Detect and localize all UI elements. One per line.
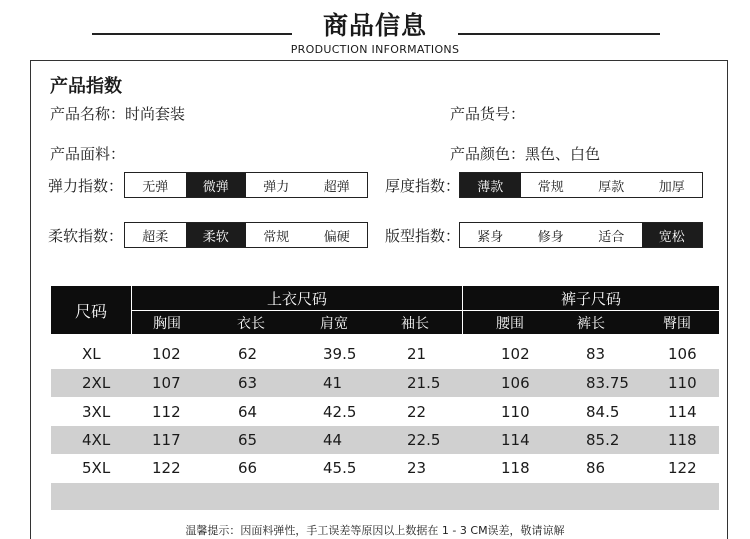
table-cell: 86 <box>586 459 606 477</box>
table-cell: 41 <box>323 374 343 392</box>
size-cell: 5XL <box>82 459 111 477</box>
pants-size-group-header: 裤子尺码 <box>560 289 621 308</box>
table-cell: 22.5 <box>407 431 441 449</box>
page-title: 商品信息 <box>322 11 427 40</box>
table-cell: 39.5 <box>323 345 357 363</box>
product-name-value: 时尚套装 <box>125 105 186 123</box>
table-cell: 110 <box>501 403 530 421</box>
table-row <box>51 369 719 397</box>
thickness-option: 厚款 <box>598 179 625 195</box>
table-cell: 85.2 <box>586 431 620 449</box>
table-cell: 62 <box>238 345 258 363</box>
table-cell: 83 <box>586 345 606 363</box>
table-cell: 117 <box>152 431 181 449</box>
size-cell: XL <box>82 345 101 363</box>
top-size-group-header: 上衣尺码 <box>266 289 327 308</box>
thickness-option: 常规 <box>537 179 564 195</box>
thickness-option: 薄款 <box>460 173 521 197</box>
elasticity-option: 微弹 <box>186 173 247 197</box>
product-color-value: 黑色、白色 <box>525 145 601 163</box>
table-cell: 65 <box>238 431 258 449</box>
thickness-option: 加厚 <box>658 179 685 195</box>
table-cell: 66 <box>238 459 258 477</box>
table-row <box>51 340 719 368</box>
table-cell: 21 <box>407 345 427 363</box>
table-cell: 42.5 <box>323 403 357 421</box>
fit-option: 适合 <box>598 229 625 245</box>
elasticity-scale <box>124 172 368 198</box>
product-fabric <box>50 143 125 164</box>
column-header: 腰围 <box>496 315 524 332</box>
column-header: 衣长 <box>237 315 265 332</box>
product-color <box>450 143 600 164</box>
table-cell: 112 <box>152 403 181 421</box>
product-name <box>50 103 185 124</box>
elasticity-label: 弹力指数： <box>48 177 124 195</box>
product-sku-label: 产品货号： <box>450 105 526 123</box>
table-cell: 21.5 <box>407 374 441 392</box>
table-cell: 23 <box>407 459 427 477</box>
elasticity-option: 弹力 <box>263 179 290 195</box>
column-header: 胸围 <box>153 315 181 332</box>
fit-option: 修身 <box>537 229 564 245</box>
table-empty-row <box>51 483 719 510</box>
table-cell: 44 <box>323 431 343 449</box>
table-cell: 102 <box>501 345 530 363</box>
size-cell: 4XL <box>82 431 111 449</box>
column-header: 臀围 <box>663 315 691 332</box>
size-cell: 2XL <box>82 374 111 392</box>
table-cell: 118 <box>501 459 530 477</box>
table-cell: 102 <box>152 345 181 363</box>
table-cell: 63 <box>238 374 258 392</box>
table-cell: 122 <box>152 459 181 477</box>
product-color-label: 产品颜色： <box>450 145 526 163</box>
elasticity-option: 超弹 <box>323 179 350 195</box>
softness-option: 柔软 <box>186 223 247 247</box>
table-row <box>51 454 719 482</box>
table-cell: 110 <box>668 374 697 392</box>
product-fabric-label: 产品面料： <box>50 145 126 163</box>
column-header: 裤长 <box>577 315 605 332</box>
table-cell: 118 <box>668 431 697 449</box>
table-cell: 106 <box>501 374 530 392</box>
table-cell: 22 <box>407 403 427 421</box>
fit-label: 版型指数： <box>385 227 461 245</box>
softness-option: 超柔 <box>142 229 169 245</box>
product-sku <box>450 103 525 124</box>
table-cell: 106 <box>668 345 697 363</box>
size-column-header: 尺码 <box>51 286 131 334</box>
softness-option: 常规 <box>263 229 290 245</box>
table-cell: 45.5 <box>323 459 357 477</box>
table-row <box>51 426 719 454</box>
table-cell: 84.5 <box>586 403 620 421</box>
table-row <box>51 398 719 426</box>
table-cell: 122 <box>668 459 697 477</box>
column-header: 袖长 <box>401 315 429 332</box>
thickness-label: 厚度指数： <box>385 177 461 195</box>
footer-note: 温馨提示：因面料弹性，手工误差等原因以上数据在 1 - 3 CM误差，敬请谅解 <box>185 524 565 537</box>
thickness-scale <box>459 172 703 198</box>
size-cell: 3XL <box>82 403 111 421</box>
table-cell: 114 <box>501 431 530 449</box>
elasticity-option: 无弹 <box>142 179 169 195</box>
fit-option: 宽松 <box>642 223 703 247</box>
softness-scale <box>124 222 368 248</box>
section-title: 产品指数 <box>50 76 122 97</box>
table-cell: 83.75 <box>586 374 629 392</box>
fit-scale <box>459 222 703 248</box>
fit-option: 紧身 <box>477 229 504 245</box>
page-subtitle: PRODUCTION INFORMATIONS <box>290 43 460 56</box>
product-name-label: 产品名称： <box>50 105 126 123</box>
softness-option: 偏硬 <box>323 229 350 245</box>
softness-label: 柔软指数： <box>48 227 124 245</box>
table-cell: 107 <box>152 374 181 392</box>
table-cell: 64 <box>238 403 258 421</box>
table-cell: 114 <box>668 403 697 421</box>
column-header: 肩宽 <box>320 315 348 332</box>
